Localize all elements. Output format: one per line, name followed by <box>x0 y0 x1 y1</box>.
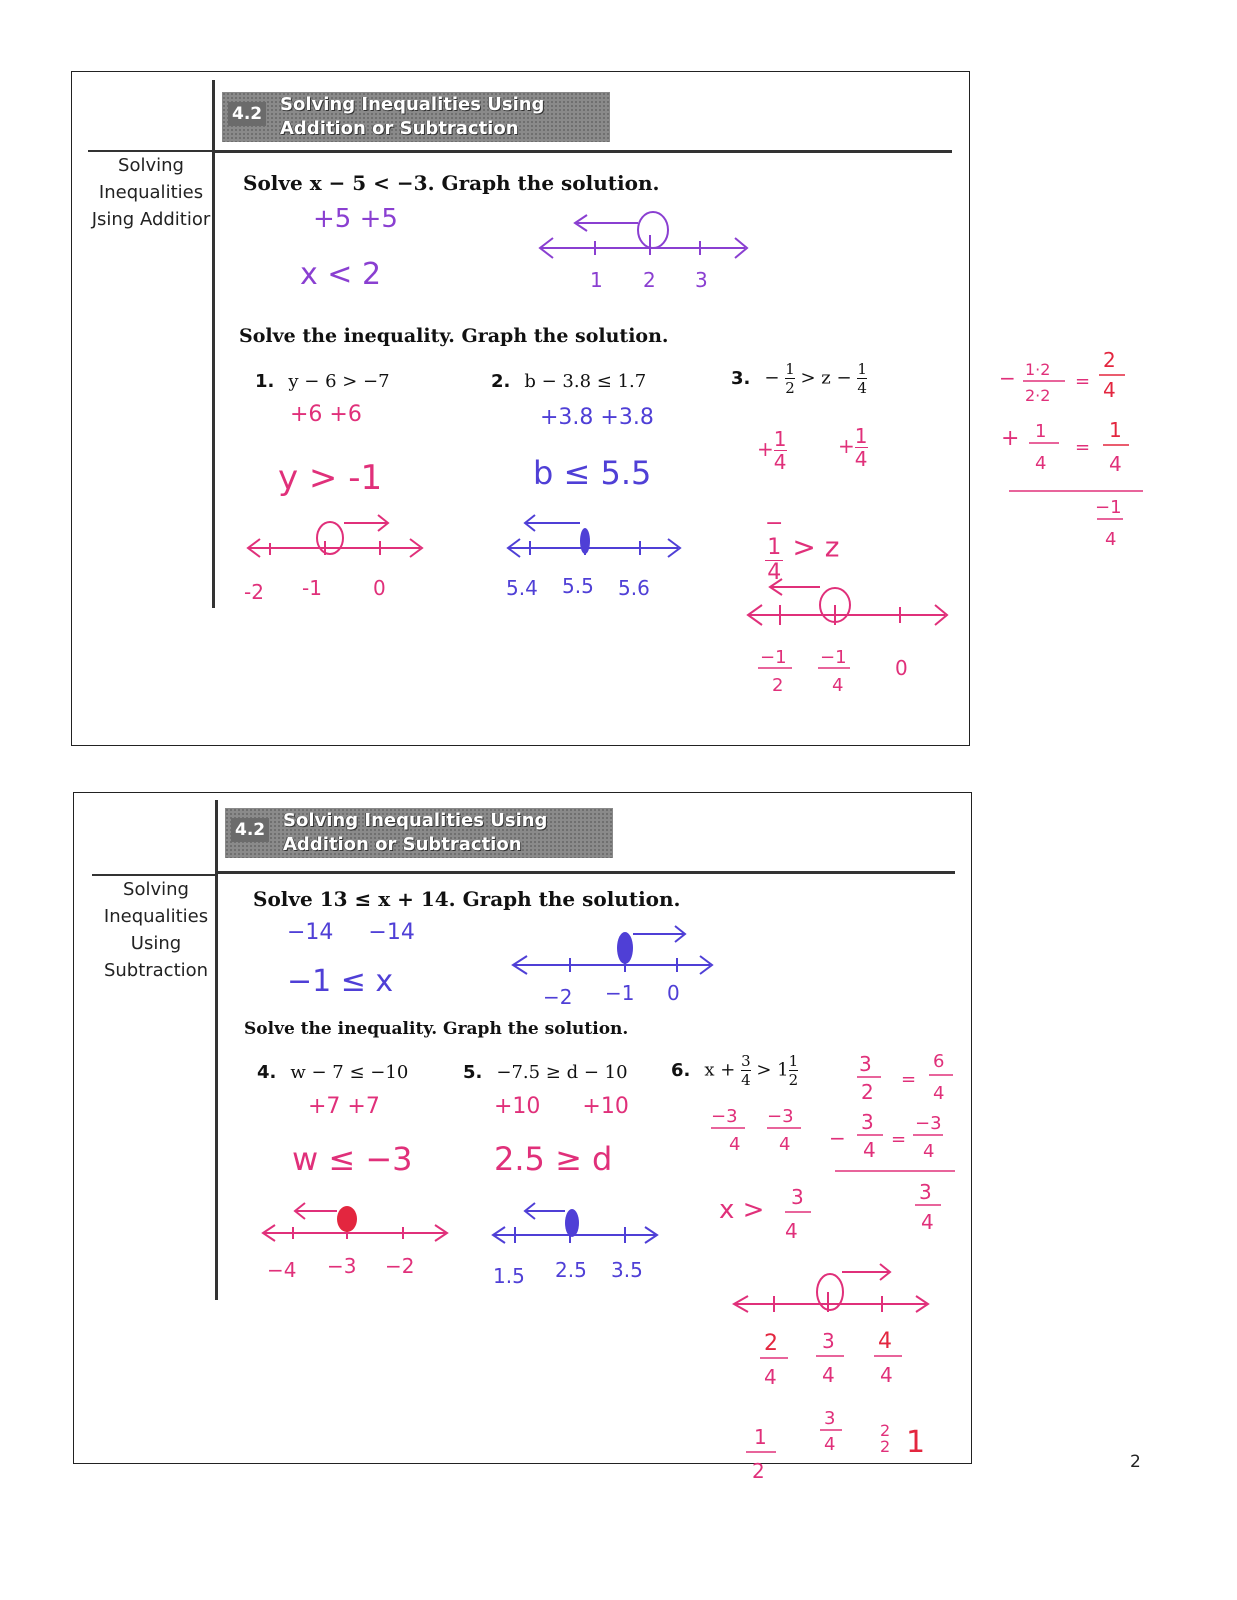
svg-text:4: 4 <box>1035 453 1047 474</box>
section-banner-1 <box>222 92 610 142</box>
section-number: 4.2 <box>231 818 269 842</box>
svg-text:3: 3 <box>919 1180 932 1204</box>
problem-3 <box>731 360 867 397</box>
tick-label: 4 <box>822 1363 835 1387</box>
tick-label: −3 <box>327 1254 357 1278</box>
problem-text: y − 6 > −7 <box>288 371 390 392</box>
p3-number-line <box>740 575 960 705</box>
section-title-line2: Addition or Subtraction <box>283 834 522 855</box>
instruction-2: Solve the inequality. Graph the solution. <box>244 1019 629 1039</box>
tick-label: 4 <box>878 1329 892 1354</box>
side-note-line: Using <box>130 933 182 954</box>
svg-text:4: 4 <box>923 1141 935 1162</box>
p4-work-step1: +7 +7 <box>308 1094 380 1119</box>
section-title-line1: Solving Inequalities Using <box>283 810 548 831</box>
example1-work-step1: +5 +5 <box>313 204 398 234</box>
svg-text:4: 4 <box>921 1210 934 1234</box>
example-prompt-2: Solve 13 ≤ x + 14. Graph the solution. <box>253 887 681 911</box>
svg-text:4: 4 <box>779 1134 791 1155</box>
svg-text:3: 3 <box>824 1408 836 1429</box>
tick-label: 2.5 <box>555 1258 587 1282</box>
tick-label: 4 <box>880 1363 893 1387</box>
tick-label: 3 <box>695 268 708 292</box>
svg-text:1: 1 <box>1109 418 1122 442</box>
problem-text: > z − <box>800 367 852 389</box>
section-banner-2 <box>225 808 613 858</box>
card2-divider <box>215 800 218 1300</box>
svg-text:2: 2 <box>752 1459 765 1483</box>
section-title-line1: Solving Inequalities Using <box>280 94 545 115</box>
p4-work-step2: w ≤ −3 <box>292 1140 413 1178</box>
problem-text: w − 7 ≤ −10 <box>290 1062 409 1083</box>
fraction: $\frac{1}{4}$ <box>857 360 867 397</box>
p4-number-line <box>255 1195 465 1285</box>
problem-text: x + <box>704 1059 736 1081</box>
svg-text:1·2: 1·2 <box>1025 360 1051 379</box>
page-number: 2 <box>1130 1452 1141 1472</box>
svg-text:3: 3 <box>859 1052 872 1076</box>
svg-text:−1: −1 <box>1095 497 1122 518</box>
problem-1 <box>255 371 390 392</box>
tick-label: 5.4 <box>506 576 538 600</box>
p5-work-step2: 2.5 ≥ d <box>494 1140 613 1178</box>
side-note-line: Solving <box>123 879 189 900</box>
tick-label: -1 <box>302 576 322 600</box>
p5-number-line <box>485 1195 685 1290</box>
section-number: 4.2 <box>228 102 266 126</box>
p2-work-step2: b ≤ 5.5 <box>533 454 652 492</box>
problem-text: − <box>764 367 780 389</box>
tick-label: 1.5 <box>493 1264 525 1288</box>
section-title-line2: Addition or Subtraction <box>280 118 519 139</box>
tick-label: −4 <box>267 1258 297 1282</box>
problem-number: 4. <box>257 1062 277 1083</box>
svg-text:4: 4 <box>729 1134 741 1155</box>
svg-text:2: 2 <box>861 1080 874 1104</box>
svg-text:6: 6 <box>933 1051 945 1072</box>
tick-label: −2 <box>385 1254 415 1278</box>
tick-label: 5.6 <box>618 576 650 600</box>
example1-number-line <box>535 205 765 305</box>
p2-number-line <box>500 505 700 605</box>
svg-text:2: 2 <box>880 1437 891 1456</box>
tick-label: −2 <box>543 985 573 1009</box>
svg-text:3: 3 <box>791 1185 804 1209</box>
example-prompt-1: Solve x − 5 < −3. Graph the solution. <box>243 171 660 195</box>
svg-text:1: 1 <box>1035 421 1047 442</box>
tick-label: 4 <box>832 675 844 696</box>
tick-label: 1 <box>590 268 603 292</box>
problem-4 <box>257 1062 408 1083</box>
side-note-line: Inequalities <box>98 182 204 203</box>
svg-text:4: 4 <box>863 1138 876 1162</box>
card1-side-note <box>86 152 216 233</box>
svg-text:1: 1 <box>754 1425 767 1449</box>
problem-number: 3. <box>731 367 751 389</box>
svg-text:=: = <box>1075 371 1091 392</box>
tick-label: −1 <box>605 981 635 1005</box>
svg-text:2: 2 <box>880 1421 891 1440</box>
tick-label: 5.5 <box>562 574 594 598</box>
tick-label: 3.5 <box>611 1258 643 1282</box>
p6-work <box>705 1100 835 1250</box>
problem-text: > 1 <box>756 1059 789 1081</box>
p1-work-step2: y > -1 <box>278 458 383 498</box>
side-note-line: Solving <box>118 155 184 176</box>
problem-number: 1. <box>255 371 275 392</box>
instruction-1: Solve the inequality. Graph the solution. <box>239 325 669 347</box>
problem-text: −7.5 ≥ d − 10 <box>496 1062 628 1083</box>
svg-text:−: − <box>829 1126 846 1150</box>
svg-text:−3: −3 <box>767 1106 794 1127</box>
problem-text: b − 3.8 ≤ 1.7 <box>524 371 647 392</box>
tick-label: −1 <box>820 647 847 668</box>
tick-label: -2 <box>244 580 264 604</box>
tick-label: 3 <box>822 1329 835 1353</box>
p2-work-step1: +3.8 +3.8 <box>540 405 654 430</box>
svg-text:=: = <box>1075 437 1091 458</box>
svg-text:4: 4 <box>1103 378 1116 402</box>
margin-work-1 <box>995 345 1155 555</box>
p3-work-result: − 1 4 > z <box>765 511 840 585</box>
p3-work-add-right: + $\frac{1}{4}$ <box>838 424 868 471</box>
tick-label: −1 <box>760 647 787 668</box>
svg-text:4: 4 <box>933 1083 945 1104</box>
example2-work-step2: −1 ≤ x <box>287 964 394 999</box>
p6-side-work <box>825 1045 965 1235</box>
svg-text:4: 4 <box>824 1434 836 1455</box>
p6-number-line <box>730 1262 950 1492</box>
svg-text:4: 4 <box>1109 452 1122 476</box>
problem-number: 6. <box>671 1059 691 1081</box>
svg-text:−3: −3 <box>711 1106 738 1127</box>
example2-number-line <box>505 920 735 1010</box>
example2-work-step1: −14 −14 <box>287 920 415 945</box>
card2-header-rule <box>215 871 955 874</box>
svg-text:=: = <box>891 1129 907 1150</box>
svg-text:4: 4 <box>1105 529 1117 550</box>
side-note-line: Jsing Additior <box>91 209 211 230</box>
p5-work-step1: +10 +10 <box>494 1094 629 1119</box>
fraction: $\frac{3}{4}$ <box>741 1052 751 1089</box>
side-note-line: Subtraction <box>103 960 209 981</box>
svg-text:2·2: 2·2 <box>1025 386 1051 405</box>
tick-label: 0 <box>667 981 680 1005</box>
svg-text:−3: −3 <box>915 1113 942 1134</box>
example1-work-step2: x < 2 <box>300 257 382 292</box>
tick-label: 4 <box>764 1365 777 1389</box>
p1-number-line <box>240 505 440 605</box>
problem-6 <box>671 1052 798 1089</box>
tick-label: 0 <box>895 656 908 680</box>
fraction: $\frac{1}{2}$ <box>785 360 795 397</box>
tick-label: 2 <box>772 675 784 696</box>
svg-text:=: = <box>901 1069 917 1090</box>
svg-text:4: 4 <box>785 1219 798 1243</box>
problem-2 <box>491 371 646 392</box>
svg-text:3: 3 <box>861 1110 874 1134</box>
tick-label: 2 <box>764 1331 778 1356</box>
svg-text:+: + <box>1001 426 1020 451</box>
problem-number: 5. <box>463 1062 483 1083</box>
p3-work-add-left: + $\frac{1}{4}$ <box>757 427 787 474</box>
svg-text:x >: x > <box>719 1195 765 1225</box>
svg-text:−: − <box>999 366 1016 390</box>
tick-label: 0 <box>373 576 386 600</box>
p1-work-step1: +6 +6 <box>290 402 362 427</box>
problem-number: 2. <box>491 371 511 392</box>
problem-5 <box>463 1062 628 1083</box>
side-note-line: Inequalities <box>103 906 209 927</box>
svg-text:2: 2 <box>1103 348 1116 372</box>
tick-label: 2 <box>643 268 656 292</box>
card1-header-rule <box>212 150 952 153</box>
card2-side-note <box>90 876 222 984</box>
fraction: $\frac{1}{2}$ <box>788 1052 799 1089</box>
svg-text:1: 1 <box>906 1425 926 1460</box>
